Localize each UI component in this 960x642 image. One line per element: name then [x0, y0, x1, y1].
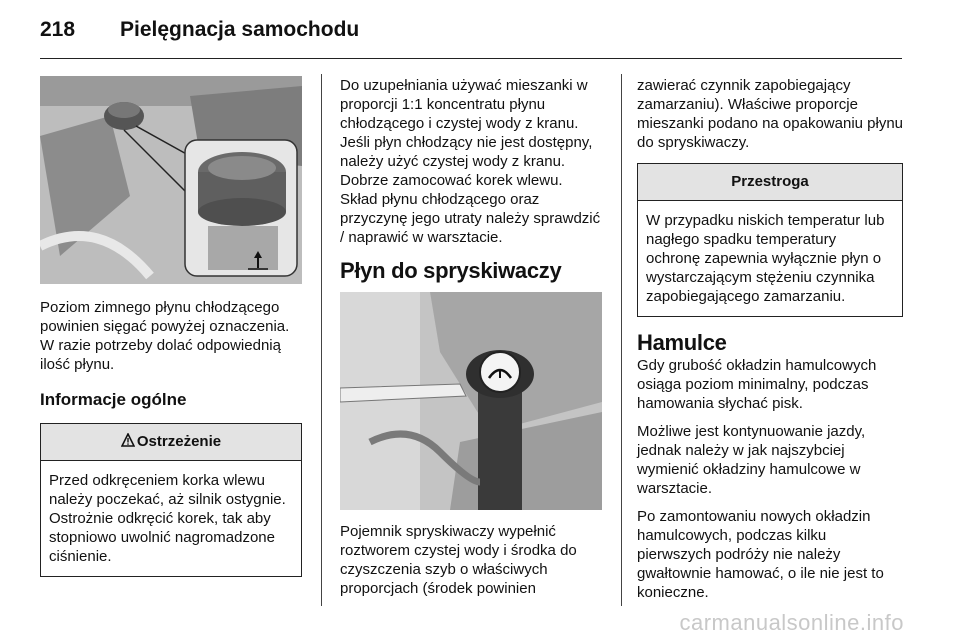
caution-title: Przestroga	[638, 164, 902, 201]
column-divider	[621, 74, 622, 606]
coolant-caption: Poziom zimnego płynu chłodzącego powinien sięgać powyżej oznaczenia. W razie potrzeby dolać odpowiednią ilość płynu.	[40, 299, 290, 373]
column-1	[40, 76, 302, 577]
section-heading: Informacje ogólne	[40, 390, 187, 409]
page-title: Pielęgnacja samochodu	[120, 18, 360, 41]
warning-header	[41, 424, 301, 461]
column-2	[340, 76, 602, 607]
column-divider	[321, 74, 322, 606]
header-rule	[40, 58, 902, 59]
coolant-reservoir-photo	[40, 76, 302, 284]
coolant-reservoir-illustration	[40, 76, 302, 284]
coolant-paragraph: Do uzupełniania używać mieszanki w proporcji 1:1 koncentratu płynu chłodzącego i czystej wody z kranu. Jeśli płyn chłodzący nie jest dostępny, należy użyć czystej wody z kranu. Dobrze zamocować korek wlewu. Skład płynu chłodzącego oraz przyczynę jego utraty należy sprawdzić / naprawić w warsztacie.	[340, 77, 601, 246]
brakes-paragraph: Możliwe jest kontynuowanie jazdy, jednak należy w jak najszybciej wymienić okładziny hamulcowe w warsztacie.	[637, 423, 866, 497]
caution-text: W przypadku niskich temperatur lub nagłego spadku temperatury ochronę zapewnia wyłącznie płyn o wystarczającym stężeniu czynnika zapobiegającego zamarzaniu.	[646, 212, 885, 305]
brakes-paragraph: Po zamontowaniu nowych okładzin hamulcowych, podczas kilku pierwszych podróży nie należy gwałtownie hamować, o ile nie jest to konieczne.	[637, 508, 884, 601]
washer-reservoir-illustration	[340, 292, 602, 510]
caution-box	[637, 163, 903, 317]
brakes-paragraph: Gdy grubość okładzin hamulcowych osiąga poziom minimalny, podczas hamowania słychać pisk.	[637, 357, 877, 412]
section-heading: Płyn do spryskiwaczy	[340, 258, 562, 283]
page-number: 218	[40, 18, 76, 41]
warning-box	[40, 423, 302, 577]
washer-paragraph: zawierać czynnik zapobiegający zamarzaniu). Właściwe proporcje mieszanki podano na opakowaniu płynu do spryskiwaczy.	[637, 77, 904, 151]
column-3	[637, 76, 903, 611]
warning-triangle-icon	[121, 433, 135, 447]
washer-reservoir-photo	[340, 292, 602, 510]
section-heading: Hamulce	[637, 330, 727, 355]
washer-caption: Pojemnik spryskiwaczy wypełnić roztworem czystej wody i środka do czyszczenia szyb o właściwych proporcjach (środek powinien	[340, 523, 577, 597]
warning-text: Przed odkręceniem korka wlewu należy poczekać, aż silnik ostygnie. Ostrożnie odkręcić korek, tak aby stopniowo uwolnić nagromadzone ciśnienie.	[49, 472, 286, 565]
warning-title: Ostrzeżenie	[136, 433, 222, 450]
watermark: carmanualsonline.info	[679, 610, 904, 635]
